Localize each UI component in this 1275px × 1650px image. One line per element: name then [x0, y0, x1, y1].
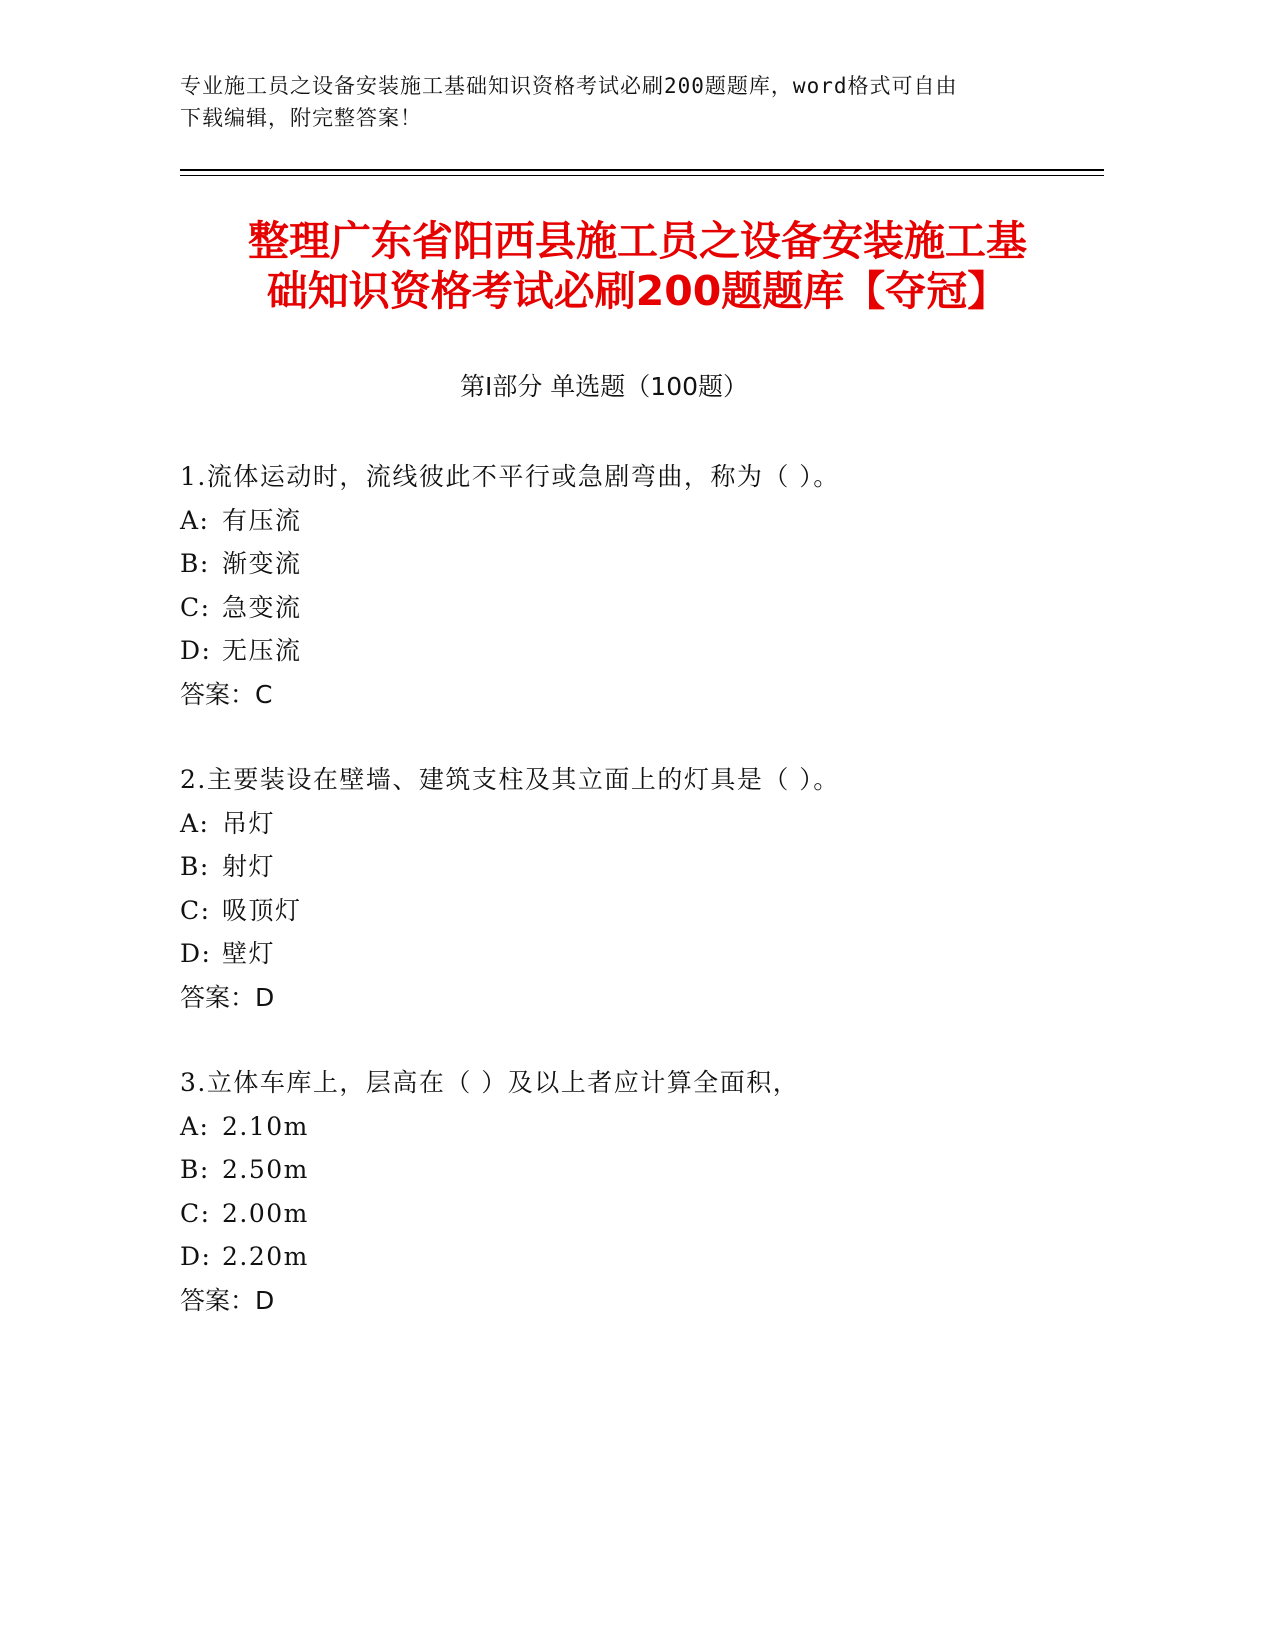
- option-text: 2.50m: [222, 1155, 309, 1184]
- header-note-line-2: 下载编辑，附完整答案！: [180, 106, 422, 130]
- option-text: 2.20m: [222, 1242, 309, 1271]
- option-text: 射灯: [222, 852, 276, 881]
- option-a: [180, 499, 1130, 543]
- option-text: 急变流: [222, 592, 302, 622]
- option-text: 吸顶灯: [222, 895, 302, 925]
- option-c: [180, 586, 1130, 630]
- option-letter: A:: [180, 505, 210, 535]
- question-3: [180, 1061, 1130, 1322]
- option-d: [180, 629, 1130, 673]
- option-b: [180, 1148, 1130, 1192]
- option-text: 无压流: [222, 636, 302, 665]
- option-c: [180, 1192, 1130, 1236]
- option-letter: C:: [180, 592, 211, 622]
- option-letter: A:: [180, 808, 210, 838]
- option-c: [180, 889, 1130, 933]
- option-text: 2.10m: [222, 1111, 309, 1141]
- option-d: [180, 932, 1130, 976]
- option-letter: B:: [180, 1155, 210, 1184]
- option-text: 壁灯: [222, 939, 276, 968]
- question-1: [180, 455, 1130, 716]
- option-text: 有压流: [222, 505, 302, 535]
- header-divider-thin: [180, 175, 1104, 176]
- document-title: [150, 216, 1125, 316]
- option-letter: D:: [180, 1242, 212, 1271]
- header-note-line-1: 专业施工员之设备安装施工基础知识资格考试必刷200题题库，word格式可自由: [180, 74, 958, 98]
- answer: 答案：D: [180, 1285, 275, 1315]
- header-divider-thick: [180, 169, 1104, 171]
- question-text: 1.流体运动时，流线彼此不平行或急剧弯曲，称为（ ）。: [180, 462, 840, 491]
- section-heading: 第Ⅰ部分 单选题（100题）: [459, 372, 749, 401]
- answer: 答案：D: [180, 982, 275, 1012]
- option-a: [180, 802, 1130, 846]
- question-list: [180, 455, 1130, 1364]
- option-letter: B:: [180, 549, 210, 578]
- question-text: 3.立体车库上，层高在（ ）及以上者应计算全面积，: [180, 1068, 800, 1097]
- option-letter: D:: [180, 939, 212, 968]
- answer: 答案：C: [180, 679, 273, 709]
- option-b: [180, 542, 1130, 586]
- document-title-line-2: 础知识资格考试必刷200题题库【夺冠】: [266, 267, 1009, 315]
- document-title-line-1: 整理广东省阳西县施工员之设备安装施工基: [248, 217, 1027, 265]
- question-text: 2.主要装设在壁墙、建筑支柱及其立面上的灯具是（ ）。: [180, 765, 840, 794]
- option-a: [180, 1105, 1130, 1149]
- option-letter: A:: [180, 1111, 210, 1141]
- option-letter: C:: [180, 1198, 211, 1228]
- option-letter: D:: [180, 636, 212, 665]
- option-text: 2.00m: [222, 1198, 309, 1228]
- option-letter: B:: [180, 852, 210, 881]
- header-note: [180, 70, 1060, 134]
- option-d: [180, 1235, 1130, 1279]
- option-text: 吊灯: [222, 808, 276, 838]
- option-b: [180, 845, 1130, 889]
- question-2: [180, 758, 1130, 1019]
- option-letter: C:: [180, 895, 211, 925]
- option-text: 渐变流: [222, 549, 302, 578]
